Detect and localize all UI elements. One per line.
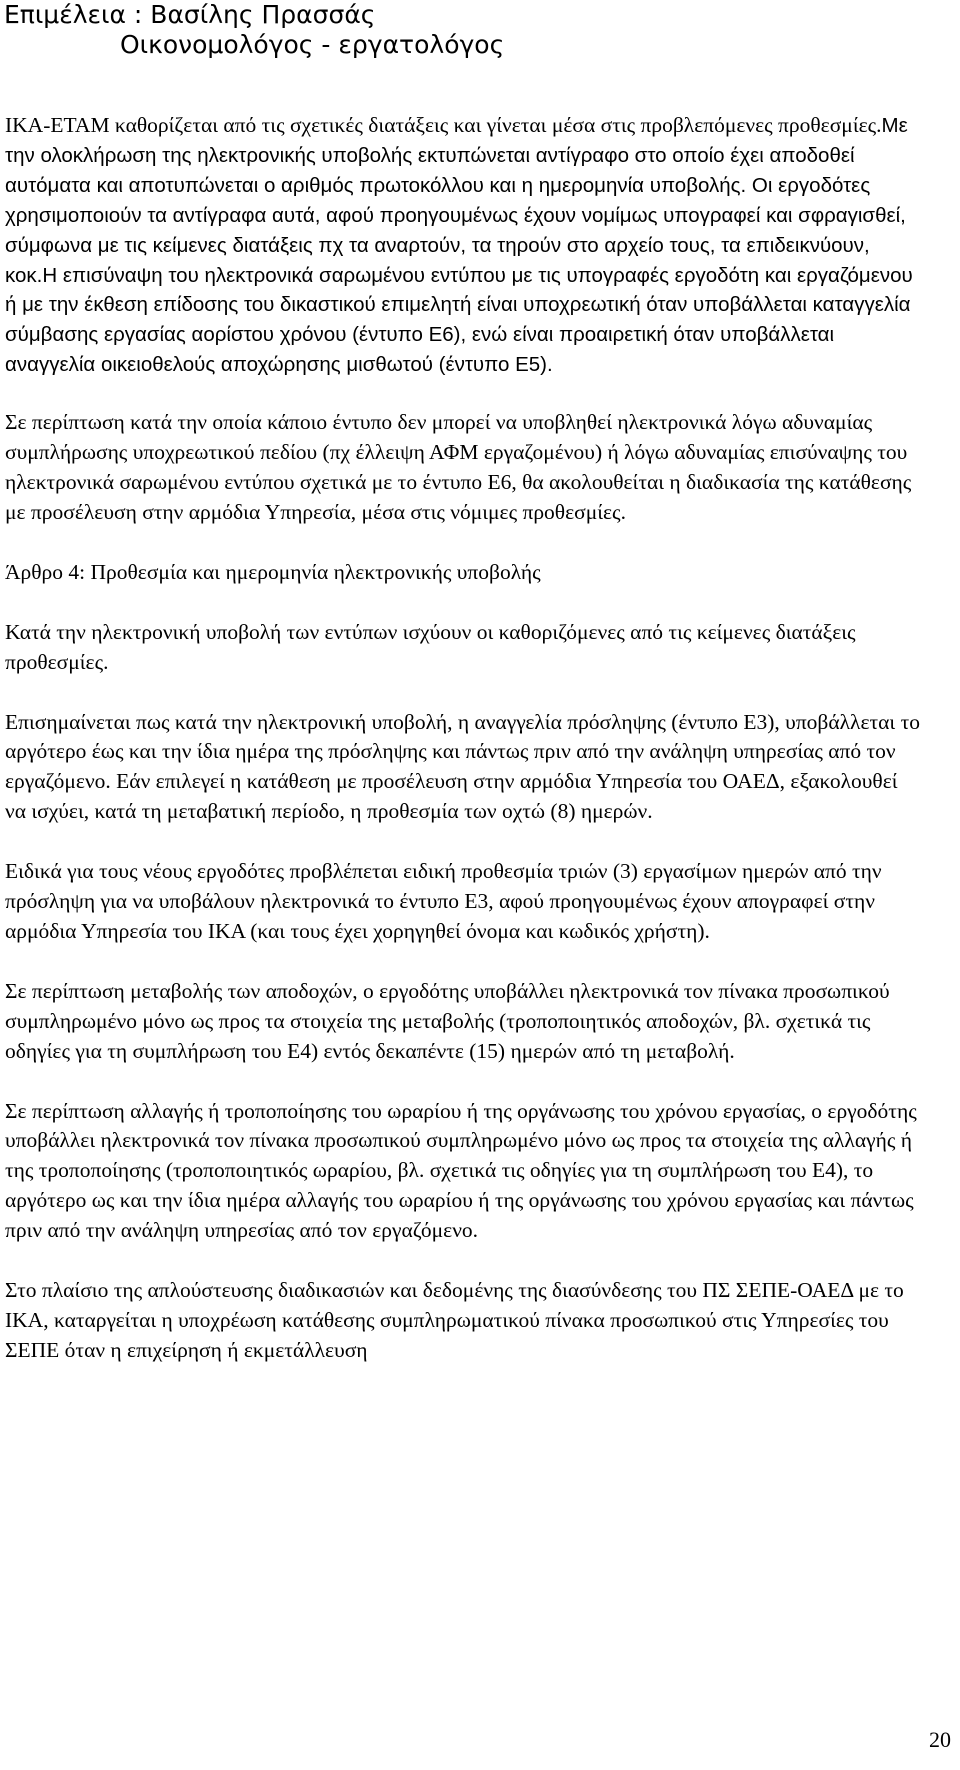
paragraph-schedule-change: Σε περίπτωση αλλαγής ή τροποποίησης του ωραρίου ή της οργάνωσης του χρόνου εργασίας, ο εργοδότης υποβάλλει ηλεκτρονικά τον πίνακα προσωπικού συμπληρωμένο μόνο ως προς τα στοιχεία της αλλαγής ή της τροποποίησης (τροποποιητικός ωραρίου, βλ. σχετικά τις οδηγίες για τη συμπλήρωση του Ε4), το αργότερο ως και την ίδια ημέρα αλλαγής του ωραρίου ή της οργάνωσης του χρόνου εργασίας και πάντως πριν από την ανάληψη υπηρεσίας από τον εργαζόμενο. — [5, 1098, 917, 1243]
paragraph-new-employers: Ειδικά για τους νέους εργοδότες προβλέπεται ειδική προθεσμία τριών (3) εργασίμων ημερών από την πρόσληψη για να υποβάλουν ηλεκτρονικά το έντυπο Ε3, αφού προηγουμένως έχουν απογραφεί στην αρμόδια Υπηρεσία του ΙΚΑ (και τους έχει χορηγηθεί όνομα και κωδικός χρήστη). — [5, 859, 882, 943]
paragraph-manual-submission: Σε περίπτωση κατά την οποία κάποιο έντυπο δεν μπορεί να υποβληθεί ηλεκτρονικά λόγω αδυναμίας συμπλήρωσης υποχρεωτικού πεδίου (πχ έλλειψη ΑΦΜ εργαζομένου) ή λόγω αδυναμίας επισύναψης του ηλεκτρονικά σαρωμένου εντύπου σχετικά με το έντυπο Ε6, θα ακολουθείται η διαδικασία της κατάθεσης με προσέλευση στην αρμόδια Υπηρεσία, μέσα στις νόμιμες προθεσμίες. — [5, 410, 912, 524]
article-heading: Άρθρο 4: Προθεσμία και ημερομηνία ηλεκτρονικής υποβολής — [5, 559, 541, 584]
page-number: 20 — [929, 1727, 951, 1752]
paragraph-deadlines: Κατά την ηλεκτρονική υποβολή των εντύπων ισχύουν οι καθοριζόμενες από τις κείμενες διατάξεις προθεσμίες. — [5, 619, 856, 674]
header-role: Οικονομολόγος - εργατολόγος — [120, 30, 505, 59]
paragraph-simplification: Στο πλαίσιο της απλούστευσης διαδικασιών και δεδομένης της διασύνδεσης του ΠΣ ΣΕΠΕ-ΟΑΕΔ με το ΙΚΑ, καταργείται η υποχρέωση κατάθεσης συμπληρωματικού πίνακα προσωπικού στις Υπηρεσίες του ΣΕΠΕ όταν η επιχείρηση ή εκμετάλλευση — [5, 1278, 904, 1362]
paragraph-text: ΙΚΑ-ΕΤΑΜ καθορίζεται από τις σχετικές διατάξεις και γίνεται μέσα στις προβλεπόμενες προθεσμίες. — [5, 113, 882, 137]
header-author: Επιμέλεια : Βασίλης Πρασσάς — [4, 0, 376, 29]
paragraph-hiring-notice: Επισημαίνεται πως κατά την ηλεκτρονική υποβολή, η αναγγελία πρόσληψης (έντυπο Ε3), υποβάλλεται το αργότερο έως και την ίδια ημέρα της πρόσληψης και πάντως πριν από την ανάληψη υπηρεσίας από τον εργαζόμενο. Εάν επιλεγεί η κατάθεση με προσέλευση στην αρμόδια Υπηρεσία του ΟΑΕΔ, εξακολουθεί να ισχύει, κατά τη μεταβατική περίοδο, η προθεσμία των οχτώ (8) ημερών. — [5, 709, 920, 824]
paragraph-text: Η επισύναψη του ηλεκτρονικά σαρωμένου εντύπου με τις υπογραφές εργοδότη και εργαζόμενου ή με την έκθεση επίδοσης του δικαστικού επιμελητή είναι υποχρεωτική όταν υποβάλλεται καταγγελία σύμβασης εργασίας αορίστου χρόνου (έντυπο Ε6), ενώ είναι προαιρετική όταν υποβάλλεται αναγγελία οικειοθελούς αποχώρησης μισθωτού (έντυπο Ε5). — [5, 263, 913, 377]
paragraph-submission-procedure — [5, 111, 923, 380]
document-body — [5, 111, 923, 1396]
paragraph-salary-change: Σε περίπτωση μεταβολής των αποδοχών, ο εργοδότης υποβάλλει ηλεκτρονικά τον πίνακα προσωπικού συμπληρωμένο μόνο ως προς τα στοιχεία της μεταβολής (τροποποιητικός αποδοχών, βλ. σχετικά τις οδηγίες για τη συμπλήρωση του Ε4) εντός δεκαπέντε (15) ημερών από τη μεταβολή. — [5, 978, 890, 1063]
paragraph-text: Με την ολοκλήρωση της ηλεκτρονικής υποβολής εκτυπώνεται αντίγραφο στο οποίο έχει αποδοθεί αυτόματα και αποτυπώνεται ο αριθμός πρωτοκόλλου και η ημερομηνία υποβολής. Οι εργοδότες χρησιμοποιούν τα αντίγραφα αυτά, αφού προηγουμένως έχουν νομίμως υπογραφεί και σφραγισθεί, σύμφωνα με τις κείμενες διατάξεις πχ τα αναρτούν, τα τηρούν στο αρχείο τους, τα επιδεικνύουν, κοκ. — [5, 114, 908, 287]
